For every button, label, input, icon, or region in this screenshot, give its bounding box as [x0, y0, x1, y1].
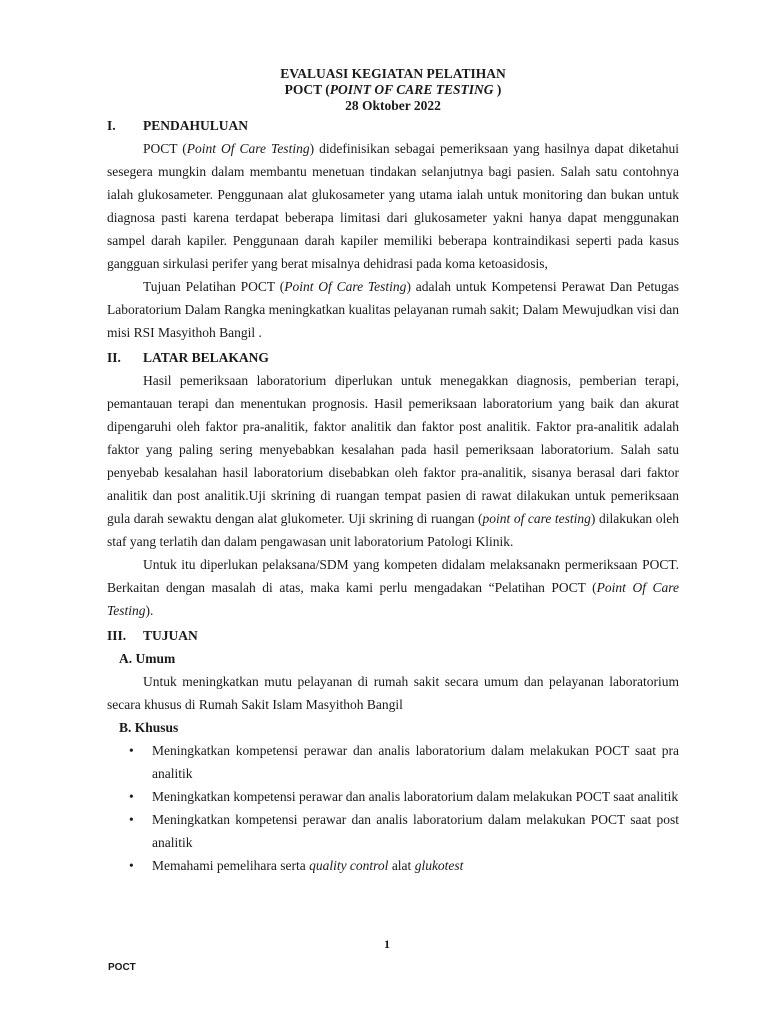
subheading-khusus: B. Khusus — [119, 720, 179, 735]
section-heading-pendahuluan: I. PENDAHULUAN — [107, 118, 249, 133]
list-item: • Meningkatkan kompetensi perawar dan analis laboratorium dalam melakukan POCT saat pra analitik — [107, 739, 679, 785]
title-line-2: POCT (POINT OF CARE TESTING ) — [284, 82, 502, 97]
list-item: • Meningkatkan kompetensi perawar dan analis laboratorium dalam melakukan POCT saat analitik — [107, 785, 679, 808]
subheading-umum: A. Umum — [119, 651, 176, 666]
document-title — [107, 66, 679, 114]
paragraph: POCT (Point Of Care Testing) didefinisikan sebagai pemeriksaan yang hasilnya dapat diketahui sesegera mungkin dalam membantu menetuan tindakan selanjutnya bagi pasien. Salah satu contohnya ialah glukosameter. Penggunaan alat glukosameter yang utama ialah untuk monitoring dan bukan untuk diagnosa pasti karena terdapat beberapa limitasi dari glukosameter yakni hanya dapat menggunakan sampel darah kapiler. Penggunaan darah kapiler memiliki beberapa kontraindikasi seperti pada kasus gangguan sirkulasi perifer yang berat misalnya dehidrasi pada koma ketoasidosis, — [107, 141, 680, 271]
section-heading-latar-belakang: II. LATAR BELAKANG — [107, 350, 269, 365]
paragraph: Untuk meningkatkan mutu pelayanan di rumah sakit secara umum dan pelayanan laboratorium secara khusus di Rumah Sakit Islam Masyithoh Bangil — [107, 674, 679, 712]
document-page — [107, 66, 679, 877]
section-heading-tujuan: III. TUJUAN — [107, 628, 198, 643]
page-number: 1 — [384, 937, 390, 951]
paragraph: Hasil pemeriksaan laboratorium diperlukan untuk menegakkan diagnosis, pemberian terapi, pemantauan terapi dan menentukan prognosis. Hasil pemeriksaan laboratorium yang baik dan akurat dipengaruhi oleh faktor pra-analitik, faktor analitik dan faktor post analitik. Faktor pra-analitik adalah faktor yang paling sering menyebabkan kesalahan pada hasil pemeriksaan laboratorium. Salah satu penyebab kesalahan hasil laboratorium disebabkan oleh faktor pra-analitik, sisanya berasal dari faktor analitik dan post analitik.Uji skrining di ruangan tempat pasien di rawat dilakukan untuk pemeriksaan gula darah sewaktu dengan alat glukometer. Uji skrining di ruangan (point of care testing) dilakukan oleh staf yang terlatih dan dalam pengawasan unit laboratorium Patologi Klinik. — [107, 373, 679, 549]
title-line-1: EVALUASI KEGIATAN PELATIHAN — [280, 66, 506, 81]
list-item: • Memahami pemelihara serta quality control alat glukotest — [107, 854, 679, 877]
footer-text: POCT — [108, 962, 136, 973]
objective-list — [107, 739, 679, 877]
title-date: 28 Oktober 2022 — [345, 98, 441, 113]
paragraph: Untuk itu diperlukan pelaksana/SDM yang kompeten didalam melaksanakn permeriksaan POCT. Berkaitan dengan masalah di atas, maka kami perlu mengadakan “Pelatihan POCT (Point Of Care Testing). — [107, 557, 679, 618]
list-item: • Meningkatkan kompetensi perawar dan analis laboratorium dalam melakukan POCT saat post analitik — [107, 808, 679, 854]
paragraph: Tujuan Pelatihan POCT (Point Of Care Testing) adalah untuk Kompetensi Perawat Dan Petugas Laboratorium Dalam Rangka meningkatkan kualitas pelayanan rumah sakit; Dalam Mewujudkan visi dan misi RSI Masyithoh Bangil . — [107, 279, 680, 340]
